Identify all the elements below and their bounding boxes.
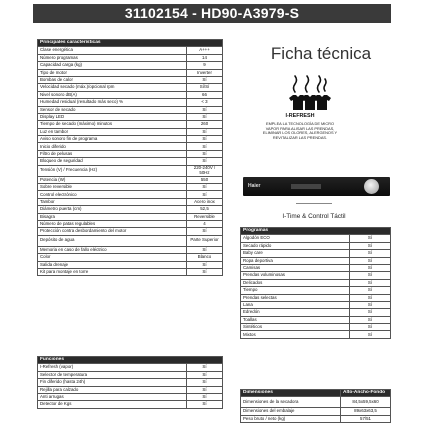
spec-value: Sí bbox=[350, 294, 391, 301]
table-row bbox=[241, 415, 391, 422]
spec-value: Sí bbox=[187, 393, 223, 400]
dimensions-table bbox=[240, 389, 391, 423]
program-knob-icon bbox=[364, 179, 379, 194]
spec-label: Delicados bbox=[241, 279, 350, 286]
table-row bbox=[38, 99, 223, 106]
table-row bbox=[38, 84, 223, 91]
table-row bbox=[38, 213, 223, 220]
spec-value: Sí bbox=[187, 106, 223, 113]
spec-label: Bisagra bbox=[38, 213, 187, 220]
spec-value: 66 bbox=[187, 91, 223, 98]
steam-shirts-icon bbox=[285, 74, 333, 112]
panel-caption: I-Time & Control Táctil bbox=[282, 213, 346, 220]
spec-value: 52,5 bbox=[187, 206, 223, 213]
table-row bbox=[38, 121, 223, 128]
spec-label: Secado rápido bbox=[241, 242, 350, 249]
spec-label: Número de patas regulables bbox=[38, 220, 187, 227]
spec-value: Sí bbox=[187, 184, 223, 191]
spec-value: Acero inox bbox=[187, 198, 223, 205]
spec-label: Edredón bbox=[241, 309, 350, 316]
table-row bbox=[38, 261, 223, 268]
spec-value: Sí bbox=[187, 379, 223, 386]
spec-label: Aviso sonoro fin de programa bbox=[38, 136, 187, 143]
spec-value: Sí bbox=[187, 158, 223, 165]
table-row bbox=[38, 184, 223, 191]
spec-value: Blanco bbox=[187, 254, 223, 261]
spec-label: Algodón ECO bbox=[241, 235, 350, 242]
table-row bbox=[38, 191, 223, 198]
spec-label: Control electrónico bbox=[38, 191, 187, 198]
table-row bbox=[241, 235, 391, 242]
spec-value: Sí bbox=[350, 272, 391, 279]
spec-value: Sí bbox=[187, 268, 223, 275]
table-row bbox=[241, 331, 391, 338]
spec-label: Depósito de agua bbox=[38, 235, 187, 246]
table-row bbox=[38, 220, 223, 227]
table-row bbox=[241, 294, 391, 301]
spec-label: Anti arrugas bbox=[38, 393, 187, 400]
spec-label: I-Refresh (vapor) bbox=[38, 364, 187, 371]
spec-value: Sí/Sí bbox=[187, 84, 223, 91]
table-row bbox=[38, 143, 223, 150]
table-row bbox=[38, 268, 223, 275]
spec-label: Fin diferido (hasta 24h) bbox=[38, 379, 187, 386]
spec-label: Tiempo de secado (máximo) minutos bbox=[38, 121, 187, 128]
spec-label: Memoria en caso de fallo eléctrico bbox=[38, 246, 187, 253]
spec-label: Prendas selectas bbox=[241, 294, 350, 301]
table-row bbox=[38, 379, 223, 386]
spec-value: 89x63x63,5 bbox=[341, 408, 391, 415]
spec-label: Tensión (V) / Frecuencia (Hz) bbox=[38, 165, 187, 176]
spec-label: Inicio diferido bbox=[38, 143, 187, 150]
spec-value: Sí bbox=[187, 128, 223, 135]
spec-label: Protección contra desbordamiento del motor bbox=[38, 228, 187, 235]
dimensions-heading: Dimensiones bbox=[241, 390, 341, 397]
table-row bbox=[38, 47, 223, 54]
spec-label: Sensor de secado bbox=[38, 106, 187, 113]
spec-label: Capacidad carga (kg) bbox=[38, 62, 187, 69]
table-row bbox=[38, 165, 223, 176]
spec-label: Selector de temperatura bbox=[38, 371, 187, 378]
spec-value: 550 bbox=[187, 176, 223, 183]
spec-label: Dimensiones del embalaje bbox=[241, 408, 341, 415]
spec-value: Inverter bbox=[187, 69, 223, 76]
spec-value: Parte Superior bbox=[187, 235, 223, 246]
table-row bbox=[38, 106, 223, 113]
spec-label: Tiempo bbox=[241, 287, 350, 294]
spec-value: 57/51 bbox=[341, 415, 391, 422]
table-row bbox=[38, 198, 223, 205]
spec-label: Prendas voluminosas bbox=[241, 272, 350, 279]
spec-label: Humedad residual (resultado más seco) % bbox=[38, 99, 187, 106]
table-row bbox=[241, 272, 391, 279]
table-row bbox=[38, 176, 223, 183]
table-row bbox=[241, 408, 391, 415]
spec-label: Kit para montaje en torre bbox=[38, 268, 187, 275]
spec-label: Nivel sonoro dB(A) bbox=[38, 91, 187, 98]
spec-value: 84,5x59,5x60 bbox=[341, 397, 391, 408]
spec-label: Sobre reversible bbox=[38, 184, 187, 191]
table-row bbox=[38, 386, 223, 393]
spec-label: Número programas bbox=[38, 54, 187, 61]
spec-value: A+++ bbox=[187, 47, 223, 54]
spec-label: Rejilla para calzado bbox=[38, 386, 187, 393]
spec-label: Salida drenaje bbox=[38, 261, 187, 268]
spec-value: Sí bbox=[350, 235, 391, 242]
table-row bbox=[241, 250, 391, 257]
spec-value: Sí bbox=[350, 301, 391, 308]
spec-value: Sí bbox=[350, 242, 391, 249]
table-row bbox=[38, 235, 223, 246]
table-row bbox=[241, 316, 391, 323]
spec-value: 14 bbox=[187, 54, 223, 61]
spec-label: Camisas bbox=[241, 264, 350, 271]
spec-label: Diámetro puerta (cm) bbox=[38, 206, 187, 213]
spec-value: Sí bbox=[350, 316, 391, 323]
table-row bbox=[241, 287, 391, 294]
spec-value: Sí bbox=[350, 324, 391, 331]
table-row bbox=[38, 254, 223, 261]
spec-value: Sí bbox=[187, 401, 223, 408]
spec-value: < 3 bbox=[187, 99, 223, 106]
spec-value: Sí bbox=[350, 309, 391, 316]
spec-value: Sí bbox=[187, 143, 223, 150]
table-row bbox=[241, 279, 391, 286]
table-row bbox=[241, 324, 391, 331]
table-row bbox=[241, 309, 391, 316]
spec-label: Luz en tambor bbox=[38, 128, 187, 135]
table-row bbox=[38, 393, 223, 400]
divider bbox=[296, 203, 332, 204]
spec-label: Tipo de motor bbox=[38, 69, 187, 76]
table-row bbox=[241, 257, 391, 264]
spec-label: Detector de Kgs bbox=[38, 401, 187, 408]
spec-label: Velocidad secado (máx.)/opcional rpm bbox=[38, 84, 187, 91]
functions-heading: Funciones bbox=[38, 357, 223, 364]
spec-label: Color bbox=[38, 254, 187, 261]
table-row bbox=[38, 69, 223, 76]
spec-value: Sí bbox=[187, 228, 223, 235]
spec-label: Dimensiones de la secadora bbox=[241, 397, 341, 408]
spec-label: Peso bruto / neto (kg) bbox=[241, 415, 341, 422]
table-row bbox=[241, 264, 391, 271]
spec-value: Sí bbox=[350, 331, 391, 338]
spec-value: Sí bbox=[187, 261, 223, 268]
table-row bbox=[38, 364, 223, 371]
table-row bbox=[38, 228, 223, 235]
programs-table bbox=[240, 227, 391, 339]
table-row bbox=[38, 246, 223, 253]
table-row bbox=[38, 113, 223, 120]
control-panel-image bbox=[243, 177, 390, 196]
spec-value: Sí bbox=[187, 386, 223, 393]
spec-value: Sí bbox=[187, 136, 223, 143]
dimensions-unit-heading: Alto-Ancho-Fondo bbox=[341, 390, 391, 397]
spec-value: Sí bbox=[187, 191, 223, 198]
table-row bbox=[38, 54, 223, 61]
spec-value: Reversible bbox=[187, 213, 223, 220]
spec-label: Lana bbox=[241, 301, 350, 308]
spec-value: 220-240V / 50Hz bbox=[187, 165, 223, 176]
spec-label: Baby care bbox=[241, 250, 350, 257]
spec-value: 9 bbox=[187, 62, 223, 69]
table-row bbox=[241, 301, 391, 308]
table-row bbox=[38, 158, 223, 165]
spec-value: Sí bbox=[187, 113, 223, 120]
table-row bbox=[38, 136, 223, 143]
spec-value: Sí bbox=[350, 264, 391, 271]
table-row bbox=[241, 242, 391, 249]
spec-label: Mixtos bbox=[241, 331, 350, 338]
table-row bbox=[38, 401, 223, 408]
spec-label: Potencia (W) bbox=[38, 176, 187, 183]
spec-value: 260 bbox=[187, 121, 223, 128]
spec-value: Sí bbox=[187, 371, 223, 378]
spec-label: Tambor bbox=[38, 198, 187, 205]
spec-label: Toallas bbox=[241, 316, 350, 323]
table-row bbox=[38, 62, 223, 69]
refresh-description: EMPLEA LA TECNOLOGÍA DE MICRO VAPOR PARA ALISAR LAS PRENDAS, ELIMINAR LOS OLORES, ALERGENOS Y REVITALIZAR LAS PRENDAS. bbox=[262, 121, 338, 140]
spec-label: Bloqueo de seguridad bbox=[38, 158, 187, 165]
table-row bbox=[38, 150, 223, 157]
table-row bbox=[38, 76, 223, 83]
spec-value: 4 bbox=[187, 220, 223, 227]
spec-label: Filtro de pelusas bbox=[38, 150, 187, 157]
spec-value: Sí bbox=[187, 76, 223, 83]
main-specs-table bbox=[37, 39, 223, 276]
functions-table bbox=[37, 356, 223, 409]
refresh-label: I-REFRESH bbox=[285, 113, 315, 119]
table-row bbox=[38, 128, 223, 135]
product-title-banner: 31102154 - HD90-A3979-S bbox=[33, 4, 391, 23]
table-row bbox=[241, 397, 391, 408]
spec-label: Sintéticos bbox=[241, 324, 350, 331]
spec-label: Ropa deportiva bbox=[241, 257, 350, 264]
programs-heading: Programas bbox=[241, 228, 391, 235]
spec-value: Sí bbox=[350, 250, 391, 257]
table-row bbox=[38, 371, 223, 378]
spec-value: Sí bbox=[350, 287, 391, 294]
spec-label: Clase energética bbox=[38, 47, 187, 54]
panel-display bbox=[291, 184, 321, 189]
spec-value: Sí bbox=[187, 364, 223, 371]
spec-label: Display LED bbox=[38, 113, 187, 120]
ficha-tecnica-title: Ficha técnica bbox=[270, 44, 372, 63]
table-row bbox=[38, 91, 223, 98]
main-specs-heading: Principales características bbox=[38, 40, 223, 47]
spec-value: Sí bbox=[187, 150, 223, 157]
spec-value: Sí bbox=[187, 246, 223, 253]
spec-label: Bombas de calor bbox=[38, 76, 187, 83]
spec-value: Sí bbox=[350, 257, 391, 264]
panel-brand: Haier bbox=[248, 183, 261, 189]
spec-value: Sí bbox=[350, 279, 391, 286]
table-row bbox=[38, 206, 223, 213]
